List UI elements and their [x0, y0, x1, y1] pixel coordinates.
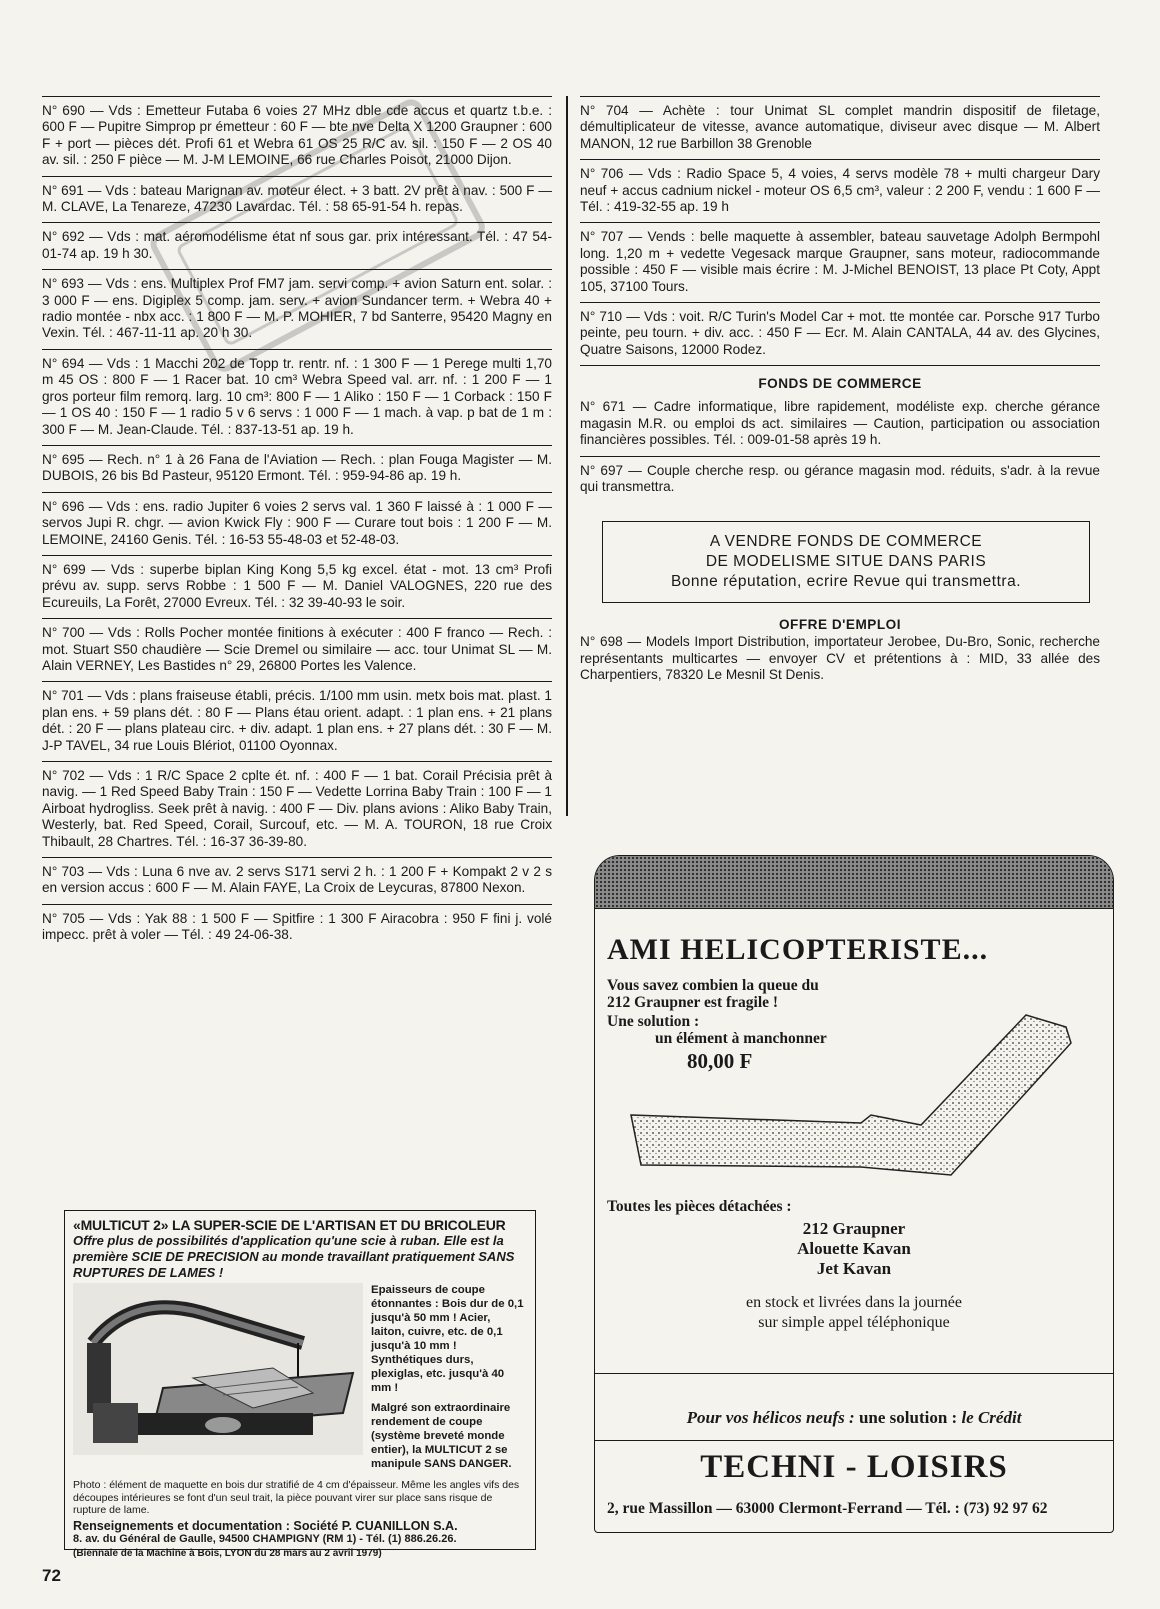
classified-ad: N° 696 — Vds : ens. radio Jupiter 6 voies 2 servs val. 1 360 F laissé à : 1 000 F — servos Jupi R. chgr. — avion Kwick Fly : 900 F — Curare tout bois : 1 200 F — M. LEMOINE, 24160 Genis. Tél. : 16-53 55-48-03 et 52-48-03. — [42, 493, 552, 556]
right-column — [580, 96, 1100, 692]
scroll-saw-image — [73, 1283, 363, 1455]
contact-line: Renseignements et documentation : Société P. CUANILLON S.A. — [73, 1518, 458, 1533]
price: 80,00 F — [687, 1049, 753, 1073]
classified-ad: N° 706 — Vds : Radio Space 5, 4 voies, 4 servs modèle 78 + multi chargeur Dary neuf + accus cadnium nickel - moteur OS 6,5 cm³, valeur : 2 200 F, vendu : 1 600 F — Tél. : 419-32-55 ap. 19 h — [580, 160, 1100, 223]
ad-title: «MULTICUT 2» LA SUPER-SCIE DE L'ARTISAN ET DU BRICOLEUR — [73, 1217, 506, 1233]
ad-line: Une solution : — [607, 1013, 700, 1030]
dotted-header-band — [595, 856, 1113, 909]
pieces-title: Toutes les pièces détachées : — [607, 1198, 792, 1215]
address: 2, rue Massillon — 63000 Clermont-Ferrand — Tél. : (73) 92 97 62 — [607, 1500, 1048, 1517]
credit-text: une solution : — [858, 1408, 958, 1427]
helicopter-ad — [594, 855, 1114, 1533]
page-number: 72 — [42, 1566, 61, 1585]
ad-line: un élément à manchonner — [655, 1030, 827, 1047]
ad-side-paragraph: Epaisseurs de coupe étonnantes : Bois dur de 0,1 jusqu'à 50 mm ! Acier, laiton, cuivre, etc. de 0,1 jusqu'à 10 mm ! Synthétiques durs, plexiglas, etc. jusqu'à 40 mm ! — [371, 1284, 524, 1394]
part-item: Alouette Kavan — [797, 1239, 911, 1258]
photo-caption: Photo : élément de maquette en bois dur stratifié de 4 cm d'épaisseur. Même les angles vifs des découpes intérieures se font d'un seul trait, la pièce pouvant virer sur place sans risque de rupture de lame. — [73, 1479, 520, 1516]
classified-ad: N° 703 — Vds : Luna 6 nve av. 2 servs S171 servi 2 h. : 1 200 F + Kompakt 2 v 2 s en version accus : 600 F — M. Alain FAYE, La Croix de Leycuras, 87800 Nexon. — [42, 858, 552, 905]
classified-ad: N° 699 — Vds : superbe biplan King Kong 5,5 kg excel. état - mot. 13 cm³ Profi prévu av. supp. servs Robbe : 1 500 F — M. Daniel VALOGNES, 220 rue des Ecureuils, La Forêt, 27000 Evreux. Tél. : 32 39-40-93 le soir. — [42, 556, 552, 619]
part-item: 212 Graupner — [802, 1219, 906, 1238]
classified-ad: N° 700 — Vds : Rolls Pocher montée finitions à exécuter : 400 F franco — Rech. : mot. Stuart S50 chaudière — Scie Dremel ou similaire — acc. tour Unimat SL — M. Alain VERNEY, Les Bastides n° 29, 26800 Portes les Valence. — [42, 619, 552, 682]
part-item: Jet Kavan — [816, 1259, 892, 1278]
classified-ad: N° 698 — Models Import Distribution, importateur Jerobee, Du-Bro, Sonic, recherche représentants multicartes — envoyer CV et prétentions à : MID, 33 allée des Charpentiers, 78320 Le Mesnil St Denis. — [580, 634, 1100, 683]
box-line: DE MODELISME SITUE DANS PARIS — [705, 553, 987, 571]
classified-ad: N° 710 — Vds : voit. R/C Turin's Model Car + mot. tte montée car. Porsche 917 Turbo peinte, peu tourn. + div. acc. : 450 F — Ecr. M. Alain CANTALA, 44 av. des Glycines, Quatre Saisons, 12000 Rodez. — [580, 303, 1100, 366]
classified-ad: N° 701 — Vds : plans fraiseuse établi, précis. 1/100 mm usin. metx bois mat. plast. 1 plan ens. + 59 plans dét. : 80 F — Plans étau orient. adapt. : 1 plan ens. + 21 plans dét. : 20 F — plans plateau circ. + div. adapt. 1 plan ens. + 27 plans dét. : 30 F — M. J-P TAVEL, 34 rue Louis Blériot, 01100 Oyonnax. — [42, 682, 552, 762]
classified-ad: N° 704 — Achète : tour Unimat SL complet mandrin dispositif de filetage, démultiplicateur de vitesse, avance automatique, diviseur avec disque — M. Albert MANON, 12 rue Barbillon 38 Grenoble — [580, 96, 1100, 160]
sale-notice-box — [602, 521, 1090, 603]
box-line: Bonne réputation, ecrire Revue qui transmettra. — [670, 573, 1022, 591]
brand-name: TECHNI - LOISIRS — [595, 1440, 1113, 1486]
classified-ad: N° 693 — Vds : ens. Multiplex Prof FM7 jam. servi comp. + avion Saturn ent. solar. : 3 000 F — ens. Digiplex 5 comp. jam. serv. + avion Sundancer term. + Webra 40 + radio montée - nbx acc. : 1 800 F — M. P. MOHIER, 7 bd Santerre, 95420 Magny en Vexin. Tél. : 467-11-11 ap. 20 h 30. — [42, 270, 552, 350]
box-line: A VENDRE FONDS DE COMMERCE — [709, 533, 983, 551]
credit-text: le Crédit — [961, 1408, 1022, 1427]
classified-ad: N° 705 — Vds : Yak 88 : 1 500 F — Spitfire : 1 300 F Airacobra : 950 F fini j. volé impecc. prêt à voler — Tél. : 49 24-06-38. — [42, 910, 552, 943]
contact-line: (Biennale de la Machine à Bois, LYON du 28 mars au 2 avril 1979) — [73, 1547, 382, 1559]
multicut-ad — [64, 1210, 536, 1559]
ad-intro: Offre plus de possibilités d'application qu'une scie à ruban. Elle est la première SCIE DE PRECISION au monde travaillant pratiquement SANS RUPTURES DE LAMES ! — [73, 1233, 515, 1280]
classified-ad: N° 707 — Vends : belle maquette à assembler, bateau sauvetage Adolph Bermpohl long. 1,20 m + vedette Vegesack marque Graupner, sans moteur, radiocommande possible : 450 F — visible mais écrire : M. J-Michel BENOIST, 13 place Pt Coty, Appt 105, 37100 Tours. — [580, 223, 1100, 303]
ad-line: Vous savez combien la queue du — [607, 977, 819, 994]
classified-ad: N° 694 — Vds : 1 Macchi 202 de Topp tr. rentr. nf. : 1 300 F — 1 Perege multi 1,70 m 45 OS : 800 F — 1 Racer bat. 10 cm³ Webra Speed val. arr. nf. : 1 200 F — 1 gros porteur film remorq. larg. 10 cm³: 800 F — 1 Aliko : 150 F — 1 Corback : 150 F — 1 OS 40 : 150 F — 1 radio 5 v 6 servs : 1 000 F — 1 mach. à vap. p bat de 1 m : 300 F — M. Jean-Claude. Tél. : 837-13-51 ap. 19 h. — [42, 350, 552, 446]
classified-ad: N° 695 — Rech. n° 1 à 26 Fana de l'Aviation — Rech. : plan Fouga Magister — M. DUBOIS, 26 bis Bd Pasteur, 95120 Ermont. Tél. : 959-94-86 ap. 19 h. — [42, 446, 552, 493]
column-divider — [566, 96, 568, 816]
credit-text: Pour vos hélicos neufs : — [686, 1408, 855, 1427]
classified-ad: N° 692 — Vds : mat. aéromodélisme état nf sous gar. prix intéressant. Tél. : 47 54-01-74 ap. 19 h 30. — [42, 223, 552, 270]
contact-info — [73, 1520, 527, 1561]
classified-ad: N° 690 — Vds : Emetteur Futaba 6 voies 27 MHz dble cde accus et quartz t.b.e. : 600 F — Pupitre Simprop pr émetteur : 60 F — bte nve Delta X 1200 Graupner : 600 F + port — pièces dét. Profi 61 et Webra 61 OS 25 R/C av. sil. : 150 F — 2 OS 40 av. sil. : 250 F pièce — M. J-M LEMOINE, 66 rue Charles Poisot, 21000 Dijon. — [42, 96, 552, 177]
ad-line: 212 Graupner est fragile ! — [607, 994, 779, 1011]
classified-ad: N° 697 — Couple cherche resp. ou gérance magasin mod. réduits, s'adr. à la revue qui transmettra. — [580, 462, 1100, 494]
ad-side-text — [371, 1283, 527, 1477]
classified-ad: N° 671 — Cadre informatique, libre rapidement, modéliste exp. cherche gérance magasin M.R. ou emploi ds act. similaires — Caution, participation ou association financières possibles. Tél. : 009-01-58 après 19 h. — [580, 393, 1100, 456]
left-column — [42, 96, 552, 951]
ad-headline: AMI HELICOPTERISTE... — [607, 933, 989, 966]
fonds-title: FONDS DE COMMERCE — [758, 376, 922, 392]
emploi-title: OFFRE D'EMPLOI — [778, 617, 901, 633]
classified-ad: N° 702 — Vds : 1 R/C Space 2 cplte ét. nf. : 400 F — 1 bat. Corail Précisia prêt à navig. — 1 Red Speed Baby Train : 150 F — Vedette Lorrina Baby Train : 100 F — 1 Airboat hydrogliss. Seek prêt à navig. : 400 F — Div. plans avions : Aliko Baby Train, Westerly, bat. Red Speed, Corail, Surcouf, etc. — M. A. TOURON, 18 rue Croix Thibault, 28 Chartres. Tél. : 16-37 36-39-80. — [42, 762, 552, 858]
credit-line — [595, 1373, 1113, 1428]
contact-line: 8. av. du Général de Gaulle, 94500 CHAMPIGNY (RM 1) - Tél. (1) 886.26.26. — [73, 1533, 457, 1546]
stock-line: sur simple appel téléphonique — [758, 1314, 950, 1331]
stock-line: en stock et livrées dans la journée — [746, 1294, 962, 1311]
tail-boom-image — [621, 1005, 1091, 1185]
classified-ad: N° 691 — Vds : bateau Marignan av. moteur élect. + 3 batt. 2V prêt à nav. : 500 F — M. CLAVE, La Tenareze, 47230 Lavardac. Tél. : 58 65-91-54 h. repas. — [42, 177, 552, 224]
ad-side-paragraph: Malgré son extraordinaire rendement de coupe (système breveté monde entier), la MULTICUT 2 se manipule SANS DANGER. — [371, 1402, 512, 1470]
